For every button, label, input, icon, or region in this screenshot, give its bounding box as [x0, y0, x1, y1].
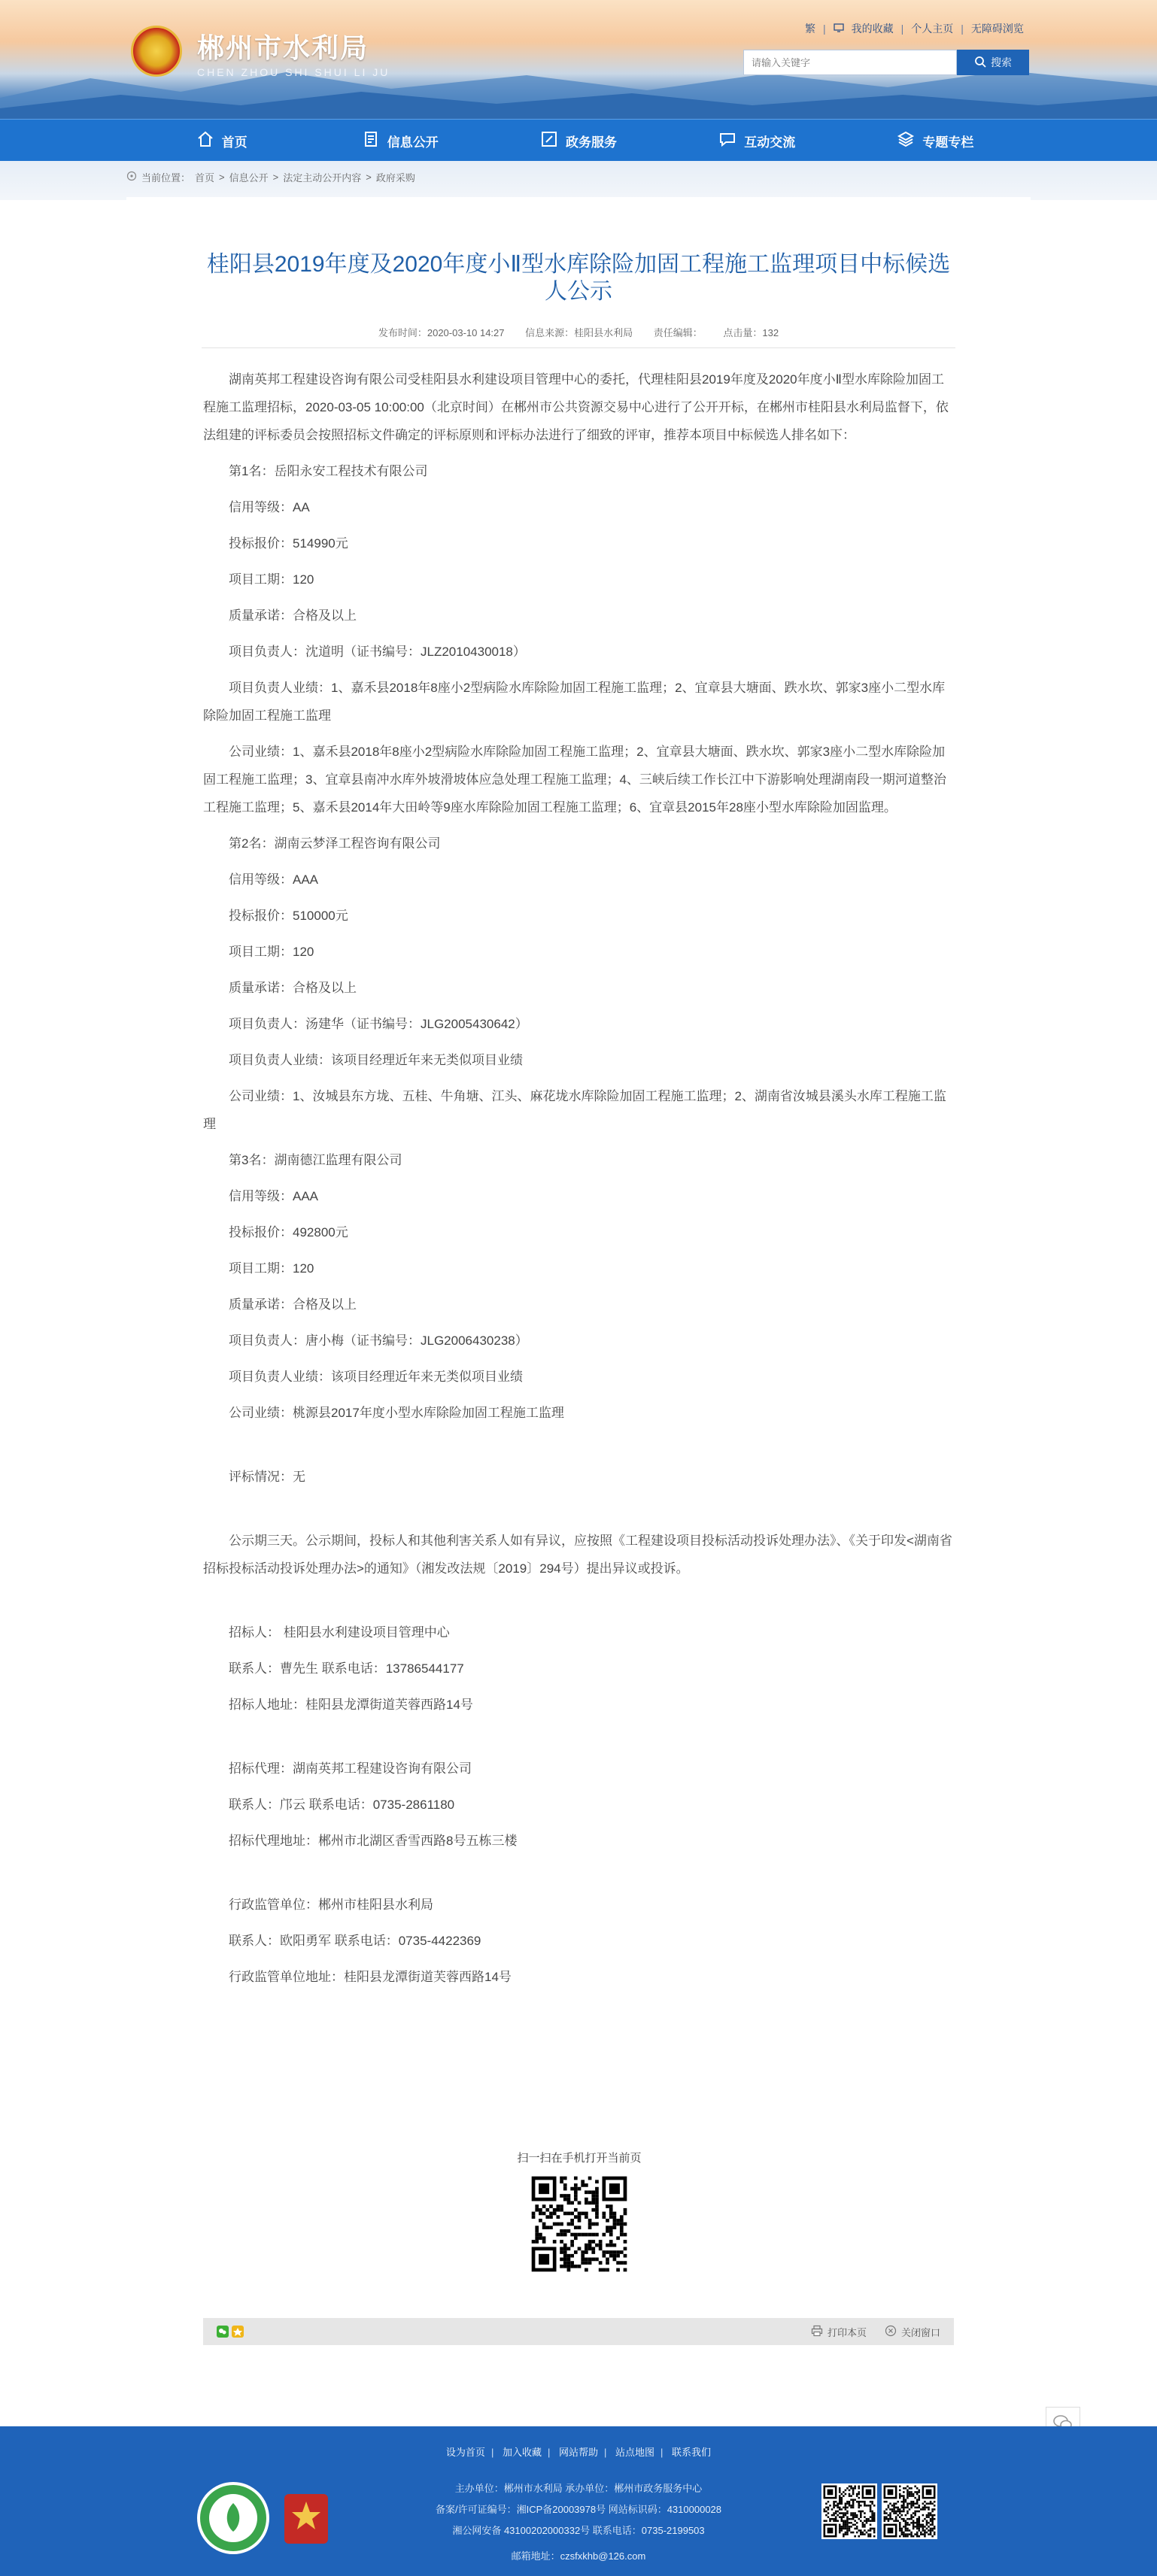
- footer-qr-code-weibo: [882, 2483, 937, 2539]
- editor: 责任编辑：: [653, 327, 703, 338]
- article-paragraph: 第2名：湖南云梦泽工程咨询有限公司: [229, 836, 441, 851]
- article-paragraph: 联系人：曹先生 联系电话：13786544177: [229, 1661, 464, 1676]
- search-button-label: 搜索: [991, 56, 1012, 68]
- separator: |: [490, 2447, 494, 2458]
- nav-item-home[interactable]: [132, 120, 311, 162]
- article-paragraph: 项目工期：120: [229, 1261, 314, 1276]
- mobile-qr-section: [466, 2150, 692, 2279]
- article-paragraph: 招标人： 桂阳县水利建设项目管理中心: [229, 1625, 450, 1640]
- article-paragraph: 质量承诺：合格及以上: [229, 608, 357, 623]
- article-paragraph: 联系人：邝云 联系电话：0735-2861180: [229, 1798, 455, 1812]
- traditional-chinese-link[interactable]: 繁: [805, 23, 815, 35]
- article-paragraph: 项目负责人业绩：1、嘉禾县2018年8座小2型病险水库除险加固工程施工监理；2、宜章县大塘面、跌水坎、郭家3座小二型水库除险加固工程施工监理: [203, 681, 946, 723]
- my-favorites-link[interactable]: 我的收藏: [851, 23, 894, 35]
- qr-label: 扫一扫在手机打开当前页: [517, 2152, 642, 2165]
- article-paragraph: 行政监管单位地址：桂阳县龙潭街道芙蓉西路14号: [229, 1970, 512, 1984]
- site-footer: [0, 2426, 1157, 2576]
- footer-sponsor: 主办单位：郴州市水利局 承办单位：郴州市政务服务中心: [454, 2483, 703, 2494]
- search-button[interactable]: [957, 50, 1029, 75]
- hit-count: 点击量：132: [723, 327, 779, 338]
- print-button[interactable]: [811, 2325, 867, 2339]
- footer-police: 湘公网安备 43100202000332号 联系电话：0735-2199503: [452, 2525, 705, 2536]
- article-paragraph: 投标报价：492800元: [229, 1225, 348, 1239]
- article-body: [203, 366, 954, 1999]
- article-paragraph: 联系人：欧阳勇军 联系电话：0735-4422369: [229, 1934, 481, 1948]
- wechat-share-icon[interactable]: [217, 2326, 229, 2341]
- article-title: 桂阳县2019年度及2020年度小Ⅱ型水库除险加固工程施工监理项目中标候选人公示: [206, 252, 951, 304]
- national-emblem-logo[interactable]: [131, 26, 182, 77]
- qr-code: [528, 2173, 630, 2275]
- separator: |: [604, 2447, 607, 2458]
- article-paragraph: 公司业绩：1、嘉禾县2018年8座小2型病险水库除险加固工程施工监理；2、宜章县大塘面、跌水坎、郭家3座小二型水库除险加固工程施工监理；3、宜章县南冲水库外坡滑坡体应急处理工程施工监理；4、三峡后续工作长江中下游影响处理湖南段一期河道整治工程施工监理；5、嘉禾县2014年大田岭等9座水库除险加固工程施工监理；6、宜章县2015年28座小型水库除险加固监理。: [203, 745, 946, 815]
- layers-icon: [897, 130, 915, 152]
- article-paragraph: 质量承诺：合格及以上: [229, 981, 357, 995]
- article-paragraph: 项目工期：120: [229, 945, 314, 959]
- party-gov-badge[interactable]: [284, 2494, 328, 2544]
- nav-item-special-topics[interactable]: [846, 120, 1025, 162]
- footer-email: 邮箱地址：czsfxkhb@126.com: [511, 2550, 646, 2562]
- article-paragraph: 公司业绩：1、汝城县东方垅、五桂、牛角塘、江头、麻花垅水库除险加固工程施工监理；2、湖南省汝城县溪头水库工程施工监理: [203, 1089, 946, 1131]
- article-paragraph: 招标代理：湖南英邦工程建设咨询有限公司: [229, 1761, 472, 1776]
- close-icon: [885, 2325, 897, 2339]
- site-title[interactable]: 郴州市水利局: [197, 32, 369, 63]
- breadcrumb-statutory-content[interactable]: 法定主动公开内容: [283, 172, 362, 184]
- article-paragraph: 湖南英邦工程建设咨询有限公司受桂阳县水利建设项目管理中心的委托，代理桂阳县2019年度及2020年度小Ⅱ型水库除险加固工程施工监理招标，2020-03-05 10:00:00（北京时间）在郴州市公共资源交易中心进行了公开开标，在郴州市桂阳县水利局监督下，依法组建的评标委员会按照招标文件确定的评标原则和评标办法进行了细致的评审，推荐本项目中标候选人排名如下：: [203, 372, 949, 442]
- publish-time: 发布时间：2020-03-10 14:27: [378, 327, 505, 338]
- article-paragraph: 项目负责人：汤建华（证书编号：JLG2005430642）: [229, 1017, 528, 1031]
- article-toolbar: [203, 2318, 954, 2345]
- search-icon: [974, 56, 986, 70]
- breadcrumb-info-disclosure[interactable]: 信息公开: [229, 172, 269, 184]
- article-paragraph: 质量承诺：合格及以上: [229, 1297, 357, 1312]
- footer-icp: 备案/许可证编号：湘ICP备20003978号 网站标识码：4310000028: [435, 2504, 722, 2515]
- main-nav: [0, 119, 1157, 162]
- accessibility-link[interactable]: 无障碍浏览: [970, 23, 1024, 35]
- top-links: [805, 21, 1024, 36]
- breadcrumb-home[interactable]: 首页: [195, 172, 215, 184]
- breadcrumb: [126, 170, 415, 184]
- article-paragraph: 行政监管单位：郴州市桂阳县水利局: [229, 1898, 433, 1912]
- article-paragraph: 公司业绩：桃源县2017年度小型水库除险加固工程施工监理: [229, 1406, 564, 1420]
- article-paragraph: 第3名：湖南德江监理有限公司: [229, 1153, 402, 1167]
- article-paragraph: 招标人地址：桂阳县龙潭街道芙蓉西路14号: [229, 1698, 473, 1712]
- print-label: 打印本页: [827, 2326, 867, 2338]
- site-pinyin: CHEN ZHOU SHI SHUI LI JU: [197, 66, 390, 78]
- article-paragraph: 项目工期：120: [229, 572, 314, 587]
- personal-home-link[interactable]: 个人主页: [911, 23, 954, 35]
- nav-item-label: 政务服务: [566, 135, 617, 150]
- close-window-button[interactable]: [885, 2325, 940, 2339]
- article-paragraph: 评标情况：无: [229, 1470, 305, 1484]
- nav-item-label: 专题专栏: [922, 135, 974, 150]
- separator: |: [547, 2447, 551, 2458]
- separator: |: [823, 23, 826, 35]
- article-paragraph: 公示期三天。公示期间，投标人和其他利害关系人如有异议，应按照《工程建设项目投标活动投诉处理办法》、《关于印发<湖南省招标投标活动投诉处理办法>的通知》（湘发改法规〔2019〕294号）提出异议或投诉。: [203, 1534, 952, 1576]
- separator: |: [900, 23, 904, 35]
- article-paragraph: 第1名：岳阳永安工程技术有限公司: [229, 464, 428, 478]
- footer-links: [0, 2444, 1157, 2459]
- gov-error-finder-badge[interactable]: [197, 2482, 269, 2554]
- footer-link-add-favorite[interactable]: 加入收藏: [502, 2447, 542, 2458]
- close-label: 关闭窗口: [900, 2326, 940, 2338]
- edit-icon: [540, 130, 558, 152]
- article-paragraph: 信用等级：AA: [229, 500, 310, 514]
- separator: |: [961, 23, 964, 35]
- breadcrumb-separator: >: [272, 171, 279, 183]
- share-icons: [217, 2326, 244, 2341]
- article-meta: [202, 325, 955, 339]
- search-input[interactable]: [743, 50, 957, 75]
- article-paragraph: 投标报价：514990元: [229, 536, 348, 551]
- location-icon: [126, 171, 137, 184]
- monitor-icon: [834, 23, 844, 35]
- article-paragraph: 投标报价：510000元: [229, 909, 348, 923]
- nav-item-label: 互动交流: [744, 135, 796, 150]
- article-paragraph: 项目负责人业绩：该项目经理近年来无类似项目业绩: [229, 1053, 523, 1067]
- nav-item-interaction[interactable]: [668, 120, 846, 162]
- breadcrumb-separator: >: [366, 171, 372, 183]
- site-header: [0, 0, 1157, 119]
- breadcrumb-separator: >: [219, 171, 225, 183]
- document-icon: [362, 130, 380, 152]
- printer-icon: [811, 2325, 823, 2339]
- info-source: 信息来源：桂阳县水利局: [525, 327, 633, 338]
- meta-divider: [202, 347, 955, 348]
- footer-link-help[interactable]: 网站帮助: [558, 2447, 598, 2458]
- nav-item-info-disclosure[interactable]: [311, 120, 489, 162]
- breadcrumb-gov-procurement[interactable]: 政府采购: [375, 172, 415, 184]
- article-paragraph: 信用等级：AAA: [229, 1189, 319, 1203]
- breadcrumb-prefix: 当前位置：: [141, 172, 191, 184]
- footer-link-set-home[interactable]: 设为首页: [445, 2447, 485, 2458]
- footer-link-contact[interactable]: 联系我们: [672, 2447, 712, 2458]
- nav-item-gov-services[interactable]: [489, 120, 667, 162]
- home-icon: [196, 130, 214, 152]
- nav-item-label: 首页: [221, 135, 247, 150]
- article-paragraph: 项目负责人：唐小梅（证书编号：JLG2006430238）: [229, 1334, 528, 1348]
- qzone-share-icon[interactable]: [232, 2326, 244, 2341]
- separator: |: [660, 2447, 664, 2458]
- article-paragraph: 招标代理地址：郴州市北湖区香雪西路8号五栋三楼: [229, 1834, 518, 1848]
- article-paragraph: 项目负责人：沈道明（证书编号：JLZ2010430018）: [229, 645, 526, 659]
- nav-item-label: 信息公开: [387, 135, 439, 150]
- toolbar-actions: [811, 2318, 940, 2345]
- article-paragraph: 项目负责人业绩：该项目经理近年来无类似项目业绩: [229, 1370, 523, 1384]
- footer-qr-code-wechat: [821, 2483, 877, 2539]
- chat-icon: [718, 130, 736, 152]
- footer-link-sitemap[interactable]: 站点地图: [615, 2447, 655, 2458]
- article-paragraph: 信用等级：AAA: [229, 872, 319, 887]
